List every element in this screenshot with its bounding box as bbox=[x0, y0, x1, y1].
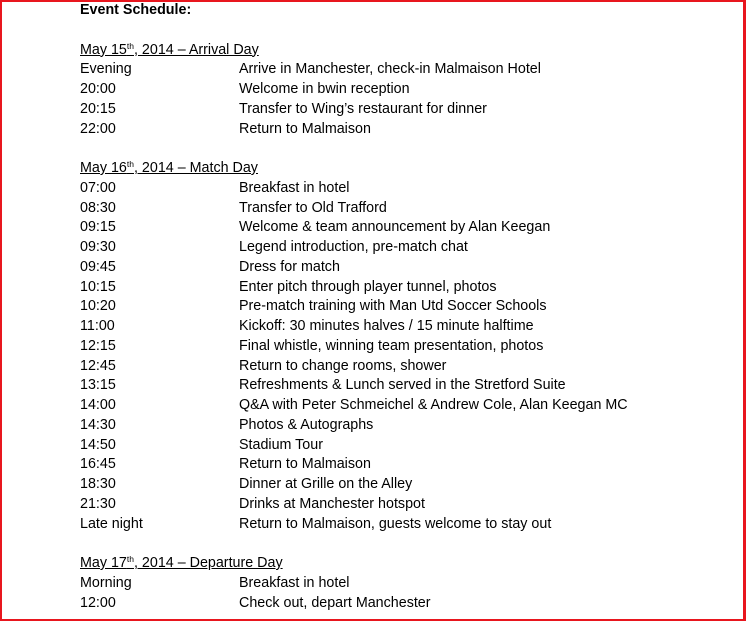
event-time: 21:30 bbox=[80, 495, 116, 512]
event-time: 09:45 bbox=[80, 258, 116, 275]
schedule-row bbox=[80, 317, 730, 337]
document-title: Event Schedule: bbox=[80, 2, 192, 18]
schedule-row bbox=[80, 594, 730, 614]
event-activity: Breakfast in hotel bbox=[239, 574, 350, 591]
schedule-row bbox=[80, 495, 730, 515]
event-time: Morning bbox=[80, 574, 132, 591]
schedule-row bbox=[80, 357, 730, 377]
spacer bbox=[80, 534, 730, 554]
day-heading: May 16th, 2014 – Match Day bbox=[80, 159, 258, 176]
event-time: 14:00 bbox=[80, 397, 116, 413]
day-section-arrival bbox=[80, 41, 730, 140]
day-section-departure bbox=[80, 554, 730, 613]
event-time: 08:30 bbox=[80, 199, 116, 216]
event-time: 12:00 bbox=[80, 594, 116, 611]
event-activity: Breakfast in hotel bbox=[239, 179, 350, 196]
event-time: Evening bbox=[80, 61, 132, 78]
event-time: Late night bbox=[80, 515, 143, 532]
event-time: 11:00 bbox=[80, 318, 115, 334]
schedule-row bbox=[80, 574, 730, 594]
event-activity: Welcome in bwin reception bbox=[239, 81, 410, 97]
schedule-row bbox=[80, 396, 730, 416]
event-activity: Transfer to Wing’s restaurant for dinner bbox=[239, 100, 487, 117]
event-time: 07:00 bbox=[80, 179, 116, 196]
event-activity: Dress for match bbox=[239, 258, 340, 275]
schedule-row bbox=[80, 297, 730, 317]
event-time: 18:30 bbox=[80, 476, 116, 492]
event-time: 13:15 bbox=[80, 377, 116, 394]
schedule-row bbox=[80, 278, 730, 298]
event-time: 09:30 bbox=[80, 239, 116, 255]
schedule-row bbox=[80, 100, 730, 120]
event-activity: Enter pitch through player tunnel, photos bbox=[239, 278, 497, 295]
event-activity: Legend introduction, pre-match chat bbox=[239, 239, 468, 255]
event-schedule-document bbox=[80, 0, 730, 613]
day-heading: May 15th, 2014 – Arrival Day bbox=[80, 40, 259, 58]
event-time: 20:15 bbox=[80, 100, 116, 117]
spacer bbox=[80, 139, 730, 159]
schedule-row bbox=[80, 515, 730, 535]
schedule-row bbox=[80, 475, 730, 495]
event-activity: Q&A with Peter Schmeichel & Andrew Cole, Alan Keegan MC bbox=[239, 397, 628, 413]
event-activity: Pre-match training with Man Utd Soccer Schools bbox=[239, 298, 547, 315]
event-time: 12:45 bbox=[80, 357, 116, 374]
schedule-row bbox=[80, 416, 730, 436]
schedule-row bbox=[80, 455, 730, 475]
schedule-row bbox=[80, 238, 730, 258]
day-heading: May 17th, 2014 – Departure Day bbox=[80, 554, 283, 571]
event-activity: Dinner at Grille on the Alley bbox=[239, 476, 413, 492]
schedule-row bbox=[80, 120, 730, 140]
event-activity: Kickoff: 30 minutes halves / 15 minute halftime bbox=[239, 318, 534, 334]
spacer bbox=[80, 21, 730, 41]
event-time: 10:15 bbox=[80, 278, 116, 295]
event-time: 12:15 bbox=[80, 337, 116, 354]
schedule-row bbox=[80, 60, 730, 80]
schedule-row bbox=[80, 218, 730, 238]
schedule-row bbox=[80, 258, 730, 278]
event-activity: Photos & Autographs bbox=[239, 416, 374, 433]
schedule-row bbox=[80, 376, 730, 396]
schedule-row bbox=[80, 199, 730, 219]
event-time: 14:30 bbox=[80, 416, 116, 433]
event-time: 16:45 bbox=[80, 456, 116, 473]
event-activity: Final whistle, winning team presentation, photos bbox=[239, 337, 544, 354]
event-activity: Drinks at Manchester hotspot bbox=[239, 495, 425, 512]
event-activity: Refreshments & Lunch served in the Stretford Suite bbox=[239, 377, 566, 394]
event-time: 10:20 bbox=[80, 298, 116, 315]
day-section-match bbox=[80, 159, 730, 534]
event-activity: Arrive in Manchester, check-in Malmaison Hotel bbox=[239, 61, 541, 78]
event-time: 09:15 bbox=[80, 219, 116, 236]
event-activity: Welcome & team announcement by Alan Keegan bbox=[239, 219, 551, 236]
event-activity: Check out, depart Manchester bbox=[239, 594, 431, 611]
event-activity: Return to Malmaison, guests welcome to stay out bbox=[239, 515, 552, 532]
schedule-row bbox=[80, 179, 730, 199]
event-activity: Transfer to Old Trafford bbox=[239, 199, 387, 216]
event-activity: Return to Malmaison bbox=[239, 120, 371, 137]
event-time: 14:50 bbox=[80, 436, 116, 453]
event-time: 20:00 bbox=[80, 81, 116, 97]
event-activity: Return to Malmaison bbox=[239, 456, 371, 473]
event-time: 22:00 bbox=[80, 120, 116, 137]
event-activity: Stadium Tour bbox=[239, 436, 323, 453]
schedule-row bbox=[80, 436, 730, 456]
schedule-row bbox=[80, 337, 730, 357]
schedule-row bbox=[80, 80, 730, 100]
event-activity: Return to change rooms, shower bbox=[239, 357, 447, 374]
